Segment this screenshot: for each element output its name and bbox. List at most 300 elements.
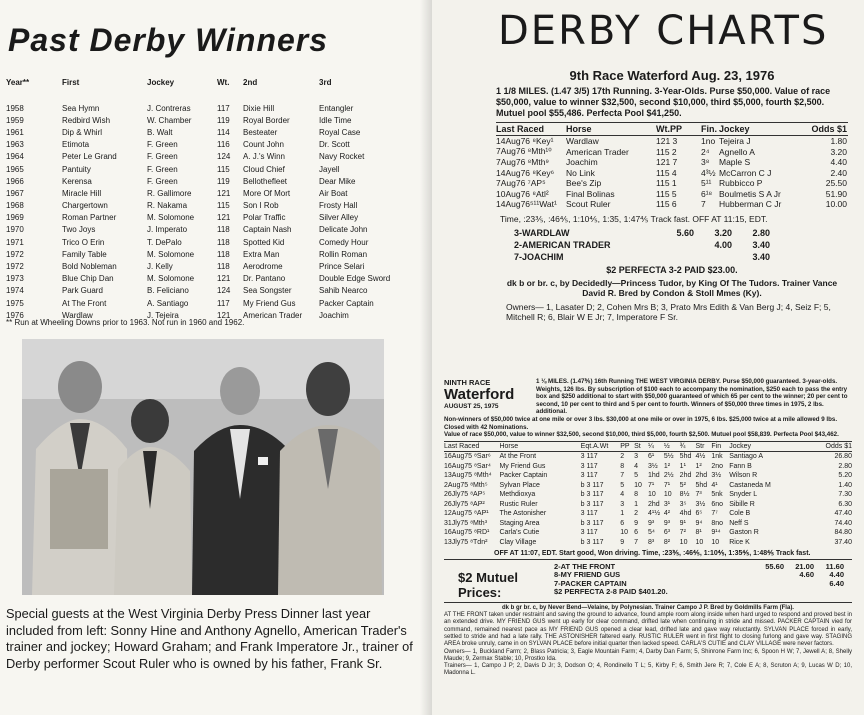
call-quarter: 7¹ bbox=[647, 481, 655, 489]
winner-jockey: T. DePalo bbox=[147, 237, 182, 247]
winner-second: American Trader bbox=[243, 310, 303, 320]
finish: 7⁷ bbox=[711, 510, 718, 517]
winner-weight: 116 bbox=[217, 140, 230, 150]
winner-first: Miracle Hill bbox=[62, 188, 102, 198]
last-raced: 16Aug75 ⁸Sar⁴ bbox=[444, 462, 491, 470]
jockey: Neff S bbox=[729, 519, 749, 527]
winner-year: 1964 bbox=[6, 152, 24, 162]
winner-jockey: B. Feliciano bbox=[147, 286, 189, 296]
winner-second: A. J.'s Winn bbox=[243, 152, 285, 162]
race-1975-footnotes bbox=[444, 605, 852, 678]
odds: 2.40 bbox=[830, 167, 847, 178]
winner-first: Two Joys bbox=[62, 225, 96, 235]
winner-first: Etimota bbox=[62, 140, 90, 150]
race-1975-row bbox=[444, 528, 852, 538]
race-1975-breeding: dk b gr br. c, by Never Bend—Velaine, by Polynesian. Trainer Campo J P. Bred by Goldmills Farm (Fla). bbox=[502, 604, 794, 611]
winner-weight: 115 bbox=[217, 164, 230, 174]
call-half: 1² bbox=[663, 462, 671, 470]
winner-year: 1973 bbox=[6, 274, 24, 284]
winner-weight: 117 bbox=[217, 103, 230, 113]
jockey: Agnello A bbox=[719, 146, 755, 157]
post-position: 2 bbox=[620, 453, 625, 460]
eqt-age-weight: b 3 117 bbox=[580, 500, 604, 508]
winner-second: Dixie Hill bbox=[243, 103, 275, 113]
winner-weight: 119 bbox=[217, 115, 230, 125]
race-1976-perfecta: $2 PERFECTA 3-2 PAID $23.00. bbox=[606, 264, 738, 275]
winner-first: Chargertown bbox=[62, 201, 108, 211]
winner-jockey: R. Gallimore bbox=[147, 188, 192, 198]
header-jockey: Jockey bbox=[719, 123, 750, 134]
start: 2 bbox=[634, 510, 639, 517]
mutuel-place: 4.60 bbox=[799, 570, 814, 580]
call-three-quarter: 9¹ bbox=[679, 519, 686, 527]
winner-third: Silver Alley bbox=[319, 213, 359, 223]
winner-jockey: J. Imperato bbox=[147, 225, 188, 235]
call-three-quarter: 3⁵ bbox=[679, 500, 687, 508]
call-quarter: 5⁴ bbox=[647, 529, 655, 536]
call-half: 8² bbox=[663, 538, 671, 546]
winner-weight: 118 bbox=[217, 225, 230, 235]
winner-jockey: F. Green bbox=[147, 152, 178, 162]
post-position: 5 bbox=[620, 481, 625, 489]
last-raced: 14Aug76 ⁸Key¹ bbox=[496, 135, 554, 146]
odds: 7.30 bbox=[838, 491, 852, 498]
race-1975-owners: Owners— 1, Buckland Farm; 2, Blass Patricia; 3, Eagle Mountain Farm; 4, Darby Dan Farm; 5, Shinrone Farm Inc; 6, Spoon H W; 7, Jewell A; 8, Shelly Maude; 9, Zermax Stable; 10, Prostko Ida. bbox=[444, 648, 852, 662]
race-1976-row bbox=[496, 189, 848, 200]
winner-row bbox=[6, 163, 416, 175]
winner-third: Packer Captain bbox=[319, 298, 374, 308]
header-horse: Horse bbox=[499, 442, 519, 450]
winner-weight: 115 bbox=[217, 201, 230, 211]
call-quarter: 8³ bbox=[647, 538, 655, 546]
press-dinner-photo bbox=[22, 339, 384, 595]
horse-name: Clay Village bbox=[499, 538, 537, 546]
call-stretch: 3½ bbox=[695, 500, 706, 508]
winner-weight: 114 bbox=[217, 127, 230, 137]
jockey: Snyder L bbox=[729, 491, 758, 498]
call-three-quarter: 1¹ bbox=[679, 462, 686, 470]
winner-jockey: B. Walt bbox=[147, 127, 173, 137]
winner-row bbox=[6, 139, 416, 151]
winner-third: Jayell bbox=[319, 164, 340, 174]
header-fin: Fin bbox=[711, 442, 722, 450]
payoff-row bbox=[496, 251, 848, 263]
horse-name: Methdioxya bbox=[499, 491, 536, 498]
payoff-show: 3.40 bbox=[752, 239, 770, 250]
last-raced: 12Aug75 ⁸AP¹ bbox=[444, 510, 489, 517]
winner-weight: 121 bbox=[217, 310, 231, 320]
past-derby-winners-title: Past Derby Winners bbox=[8, 22, 329, 58]
jockey: Sibille R bbox=[729, 500, 755, 508]
start: 6 bbox=[634, 529, 639, 536]
call-half: 10 bbox=[663, 491, 672, 498]
race-1975-row bbox=[444, 518, 852, 528]
jockey: McCarron C J bbox=[719, 167, 772, 178]
winner-third: Rollin Roman bbox=[319, 249, 368, 259]
call-three-quarter: 7² bbox=[679, 529, 686, 536]
race-1975-row bbox=[444, 490, 852, 500]
header-weight: Wt. bbox=[217, 77, 230, 87]
race-1976-row bbox=[496, 146, 848, 157]
last-raced: 7Aug76 ⁷AP⁵ bbox=[496, 178, 546, 189]
finish: 2no bbox=[711, 462, 724, 470]
call-three-quarter: 5hd bbox=[679, 453, 692, 460]
eqt-age-weight: 3 117 bbox=[580, 510, 598, 517]
header-second: 2nd bbox=[243, 77, 258, 87]
winner-second: Bellothefleet bbox=[243, 176, 288, 186]
eqt-age-weight: 3 117 bbox=[580, 529, 598, 536]
call-half: 2½ bbox=[663, 472, 674, 479]
winner-first: Wardlaw bbox=[62, 310, 93, 320]
call-three-quarter: 5² bbox=[679, 481, 686, 489]
jockey: Maple S bbox=[719, 157, 751, 168]
call-three-quarter: 8½ bbox=[679, 491, 690, 498]
call-stretch: 8¹ bbox=[695, 529, 702, 536]
call-half: 9³ bbox=[663, 519, 671, 527]
winner-first: Roman Partner bbox=[62, 213, 117, 223]
race-1975-conditions-2: Non-winners of $50,000 twice at one mile or over 3 lbs. $30,000 at one mile or over in 1975, 6 lbs. $25,000 twice at a mile allowed 9 lbs. Closed with 42 Nominations. bbox=[444, 415, 838, 431]
mutuel-show: 11.60 bbox=[825, 561, 844, 571]
header-eqt: Eqt.A.Wt bbox=[580, 442, 609, 450]
weight-pp: 121 3 bbox=[656, 135, 678, 146]
winner-first: At The Front bbox=[62, 298, 107, 308]
horse-name: Joachim bbox=[566, 157, 598, 168]
winner-jockey: F. Green bbox=[147, 176, 178, 186]
eqt-age-weight: b 3 117 bbox=[580, 491, 604, 498]
winner-year: 1967 bbox=[6, 188, 24, 198]
call-half: 6³ bbox=[663, 529, 671, 536]
winner-year: 1959 bbox=[6, 115, 24, 125]
winner-third: Entangler bbox=[319, 103, 354, 113]
winner-second: Son I Rob bbox=[243, 201, 279, 211]
winner-weight: 121 bbox=[217, 213, 231, 223]
header-fin: Fin. bbox=[701, 123, 717, 134]
start: 5 bbox=[634, 472, 639, 479]
winner-year: 1966 bbox=[6, 176, 24, 186]
winner-second: My Friend Gus bbox=[243, 298, 296, 308]
winner-row bbox=[6, 187, 416, 199]
race-1976-breeding: dk b or br. c, by Decidedly—Princess Tudor, by King Of The Tudors. Trainer Vance David R. Bred by Condon & Stoll Mmes (Ky). bbox=[506, 277, 838, 299]
race-1975-results-table bbox=[444, 441, 852, 547]
odds: 26.80 bbox=[834, 453, 852, 460]
winner-first: Blue Chip Dan bbox=[62, 274, 114, 284]
race-1976-table-header bbox=[496, 123, 848, 136]
mutuel-prices-box bbox=[444, 559, 852, 603]
winner-third: Prince Selari bbox=[319, 262, 365, 272]
weight-pp: 115 1 bbox=[656, 178, 677, 189]
weight-pp: 121 7 bbox=[656, 157, 678, 168]
odds: 10.00 bbox=[825, 199, 847, 210]
mutuel-horse: 2-AT THE FRONT bbox=[554, 561, 616, 571]
winner-third: Sahib Nearco bbox=[319, 286, 368, 296]
winner-year: 1961 bbox=[6, 127, 24, 137]
winner-row bbox=[6, 126, 416, 138]
winner-first: Trico O Erin bbox=[62, 237, 105, 247]
call-quarter: 4¹½ bbox=[647, 510, 661, 517]
payoff-win: 5.60 bbox=[676, 227, 694, 238]
race-1976-row bbox=[496, 178, 848, 189]
odds: 5.20 bbox=[838, 472, 852, 479]
race-1975-row bbox=[444, 461, 852, 471]
header-horse: Horse bbox=[566, 123, 592, 134]
winner-third: Comedy Hour bbox=[319, 237, 369, 247]
call-stretch: 6⁵ bbox=[695, 510, 703, 517]
right-page bbox=[432, 0, 864, 715]
winner-first: Kerensa bbox=[62, 176, 92, 186]
header-odds: Odds $1 bbox=[825, 442, 852, 450]
odds: 37.40 bbox=[834, 538, 852, 546]
header-wtpp: Wt.PP bbox=[656, 123, 682, 134]
winner-weight: 124 bbox=[217, 286, 231, 296]
winner-third: Delicate John bbox=[319, 225, 368, 235]
post-position: 9 bbox=[620, 538, 625, 546]
last-raced: 14Aug76⁵¹¹Wat¹ bbox=[496, 199, 557, 210]
finish: 8no bbox=[711, 519, 724, 527]
winner-weight: 119 bbox=[217, 176, 230, 186]
winner-row bbox=[6, 175, 416, 187]
finish: 4³½ bbox=[701, 167, 716, 178]
winner-weight: 117 bbox=[217, 298, 230, 308]
header-jockey: Jockey bbox=[729, 442, 751, 450]
winner-jockey: M. Solomone bbox=[147, 274, 195, 284]
payoff-place: 4.00 bbox=[714, 239, 732, 250]
last-raced: 10Aug76 ⁸Atl² bbox=[496, 188, 549, 199]
call-quarter: 2hd bbox=[647, 500, 660, 508]
payoff-horse: 3-WARDLAW bbox=[514, 227, 570, 238]
jockey: Gaston R bbox=[729, 529, 759, 536]
jockey: Rubbicco P bbox=[719, 178, 763, 189]
last-raced: 16Aug75 ⁸RD¹ bbox=[444, 529, 490, 536]
winner-jockey: A. Santiago bbox=[147, 298, 189, 308]
horse-name: American Trader bbox=[566, 146, 629, 157]
weight-pp: 115 2 bbox=[656, 146, 677, 157]
mutuel-horse: 7-PACKER CAPTAIN bbox=[554, 578, 627, 588]
eqt-age-weight: b 3 117 bbox=[580, 481, 604, 489]
weight-pp: 115 4 bbox=[656, 167, 677, 178]
winners-footnote: ** Run at Wheeling Downs prior to 1963. Not run in 1960 and 1962. bbox=[6, 318, 245, 327]
winner-row bbox=[6, 248, 416, 260]
mutuel-place: 21.00 bbox=[795, 561, 814, 571]
winner-first: Family Table bbox=[62, 249, 107, 259]
winner-third: Royal Case bbox=[319, 127, 361, 137]
post-position: 4 bbox=[620, 491, 625, 498]
call-stretch: 1² bbox=[695, 462, 702, 470]
header-first: First bbox=[62, 77, 80, 87]
winner-year: 1970 bbox=[6, 225, 24, 235]
winner-first: Sea Hymn bbox=[62, 103, 100, 113]
winner-year: 1969 bbox=[6, 213, 24, 223]
last-raced: 13Jly75 ⁸Tdn² bbox=[444, 538, 488, 546]
winner-year: 1963 bbox=[6, 140, 24, 150]
winner-year: 1975 bbox=[6, 298, 24, 308]
last-raced: 7Aug76 ⁸Mth⁹ bbox=[496, 157, 550, 168]
winner-third: Double Edge Sword bbox=[319, 274, 391, 284]
winner-jockey: J. Contreras bbox=[147, 103, 191, 113]
header-st: St bbox=[634, 442, 641, 450]
weight-pp: 115 5 bbox=[656, 188, 677, 199]
odds: 84.80 bbox=[834, 529, 852, 536]
winner-first: Redbird Wish bbox=[62, 115, 111, 125]
winner-weight: 118 bbox=[217, 249, 230, 259]
jockey: Castaneda M bbox=[729, 481, 771, 489]
finish: 5¹¹ bbox=[701, 178, 712, 189]
odds: 51.90 bbox=[825, 188, 847, 199]
horse-name: Wardlaw bbox=[566, 135, 599, 146]
race-1975-row bbox=[444, 509, 852, 519]
winner-second: Polar Traffic bbox=[243, 213, 286, 223]
winner-year: 1968 bbox=[6, 201, 24, 211]
start: 7 bbox=[634, 538, 639, 546]
call-three-quarter: 10 bbox=[679, 538, 688, 546]
post-position: 6 bbox=[620, 519, 625, 527]
call-quarter: 9³ bbox=[647, 519, 655, 527]
winner-jockey: F. Green bbox=[147, 140, 178, 150]
winners-table bbox=[6, 76, 416, 321]
finish: 3½ bbox=[711, 472, 722, 479]
call-quarter: 6¹ bbox=[647, 453, 655, 460]
call-quarter: 1hd bbox=[647, 472, 660, 479]
winner-row bbox=[6, 236, 416, 248]
winner-row bbox=[6, 114, 416, 126]
winner-row bbox=[6, 285, 416, 297]
race-1975-row bbox=[444, 537, 852, 547]
start: 9 bbox=[634, 519, 639, 527]
header-year: Year** bbox=[6, 77, 30, 87]
start: 4 bbox=[634, 462, 639, 470]
winner-row bbox=[6, 260, 416, 272]
jockey: Fann B bbox=[729, 462, 752, 470]
horse-name: Staging Area bbox=[499, 519, 540, 527]
weight-pp: 115 6 bbox=[656, 199, 677, 210]
winner-row bbox=[6, 273, 416, 285]
call-stretch: 2hd bbox=[695, 472, 708, 479]
winner-year: 1971 bbox=[6, 237, 24, 247]
call-half: 5½ bbox=[663, 453, 674, 460]
payoff-place: 3.20 bbox=[714, 227, 732, 238]
race-1975-label: NINTH RACE bbox=[444, 378, 491, 387]
winner-row bbox=[6, 151, 416, 163]
winners-table-header bbox=[6, 76, 416, 88]
odds: 3.20 bbox=[830, 146, 847, 157]
odds: 1.80 bbox=[830, 135, 847, 146]
header-last-raced: Last Raced bbox=[496, 123, 545, 134]
last-raced: 26Jly75 ⁸AP² bbox=[444, 500, 485, 508]
winner-third: Dr. Scott bbox=[319, 140, 350, 150]
winner-second: Royal Border bbox=[243, 115, 290, 125]
header-third: 3rd bbox=[319, 77, 332, 87]
header-pp: PP bbox=[620, 442, 630, 450]
call-half: 4² bbox=[663, 510, 671, 517]
winner-third: Dear Mike bbox=[319, 176, 356, 186]
winner-second: Extra Man bbox=[243, 249, 280, 259]
winner-first: Peter Le Grand bbox=[62, 152, 117, 162]
winner-second: Aerodrome bbox=[243, 262, 283, 272]
post-position: 3 bbox=[620, 500, 625, 508]
winner-weight: 118 bbox=[217, 262, 230, 272]
jockey: Boulmetis S A Jr bbox=[719, 188, 781, 199]
call-stretch: 9⁴ bbox=[695, 519, 703, 527]
winner-weight: 121 bbox=[217, 188, 231, 198]
call-stretch: 5hd bbox=[695, 481, 708, 489]
header-odds: Odds $1 bbox=[811, 123, 847, 134]
finish: 1nk bbox=[711, 453, 723, 460]
horse-name: Packer Captain bbox=[499, 472, 548, 479]
winner-jockey: J. Kelly bbox=[147, 262, 173, 272]
call-stretch: 10 bbox=[695, 538, 704, 546]
mutuel-row bbox=[554, 588, 850, 597]
winner-jockey: F. Green bbox=[147, 164, 178, 174]
race-1975-row bbox=[444, 452, 852, 462]
post-position: 8 bbox=[620, 462, 625, 470]
jockey: Rice K bbox=[729, 538, 750, 546]
winner-row bbox=[6, 102, 416, 114]
winner-jockey: M. Solomone bbox=[147, 213, 195, 223]
call-half: 3¹ bbox=[663, 500, 671, 508]
horse-name: Bee's Zip bbox=[566, 178, 602, 189]
start: 1 bbox=[634, 500, 639, 508]
winner-first: Dip & Whirl bbox=[62, 127, 103, 137]
jockey: Wilson R bbox=[729, 472, 758, 479]
finish: 4¹ bbox=[711, 481, 718, 489]
horse-name: Scout Ruler bbox=[566, 199, 611, 210]
horse-name: Rustic Ruler bbox=[499, 500, 538, 508]
race-1976-heading: 9th Race Waterford Aug. 23, 1976 bbox=[569, 68, 775, 83]
race-1976-description: 1 1/8 MILES. (1.47 3/5) 17th Running. 3-Year-Olds. Purse $50,000. Value of race $50,000, value to winner $32,500, second $10,000, third $5,000, fourth $2,500. Mutuel pool $55,486. Perfecta Pool $41,250. bbox=[496, 86, 831, 119]
eqt-age-weight: 3 117 bbox=[580, 462, 598, 470]
winner-third: Frosty Hall bbox=[319, 201, 358, 211]
payoff-row bbox=[496, 227, 848, 239]
last-raced: 13Aug75 ⁸Mth⁴ bbox=[444, 472, 492, 479]
horse-name: No Link bbox=[566, 167, 595, 178]
horse-name: At the Front bbox=[499, 453, 537, 460]
finish: 9¹⁴ bbox=[711, 529, 721, 536]
winner-third: Idle Time bbox=[319, 115, 352, 125]
winner-row bbox=[6, 200, 416, 212]
photo-illustration bbox=[22, 339, 384, 595]
mutuel-prices-label: $2 Mutuel Prices: bbox=[458, 569, 518, 600]
winner-second: Captain Nash bbox=[243, 225, 292, 235]
winner-jockey: M. Solomone bbox=[147, 249, 195, 259]
post-position: 7 bbox=[620, 472, 625, 479]
winner-year: 1972 bbox=[6, 262, 24, 272]
payoff-horse: 2-AMERICAN TRADER bbox=[514, 239, 611, 250]
odds: 25.50 bbox=[825, 178, 847, 189]
jockey: Cole B bbox=[729, 510, 751, 517]
race-1976-row bbox=[496, 157, 848, 168]
winner-weight: 118 bbox=[217, 237, 230, 247]
start: 8 bbox=[634, 491, 639, 498]
winner-second: More Of Mort bbox=[243, 188, 291, 198]
post-position: 1 bbox=[620, 510, 625, 517]
odds: 1.40 bbox=[838, 481, 852, 489]
winner-year: 1958 bbox=[6, 103, 24, 113]
race-1975-table-header bbox=[444, 442, 852, 452]
header-quarter: ¼ bbox=[647, 442, 654, 450]
call-quarter: 10 bbox=[647, 491, 656, 498]
race-1975-value: Value of race $50,000, value to winner $32,500, second $10,000, third $5,000, fourth $2,500. Mutuel pool $58,839. Perfecta Pool $43,462. bbox=[444, 431, 839, 439]
winner-second: Spotted Kid bbox=[243, 237, 285, 247]
race-1975-trainers: Trainers— 1, Campo J P; 2, Davis D Jr; 3, Dodson O; 4, Rondinello T L; 5, Kirby F; 6, Smith Jere R; 7, Cole E A; 8, Scruton A; 9, Lucas W D; 10, Madonna L. bbox=[444, 663, 852, 677]
header-last-raced: Last Raced bbox=[444, 442, 480, 450]
start: 10 bbox=[634, 481, 642, 489]
race-1975-date: AUGUST 25, 1975 bbox=[444, 403, 499, 410]
mutuel-win: 55.60 bbox=[765, 561, 784, 571]
mutuel-row bbox=[554, 570, 850, 579]
winner-second: Cloud Chief bbox=[243, 164, 285, 174]
jockey: Tejeira J bbox=[719, 135, 751, 146]
last-raced: 2Aug75 ⁸Mth⁵ bbox=[444, 481, 488, 489]
race-1976-payoffs bbox=[496, 227, 848, 263]
